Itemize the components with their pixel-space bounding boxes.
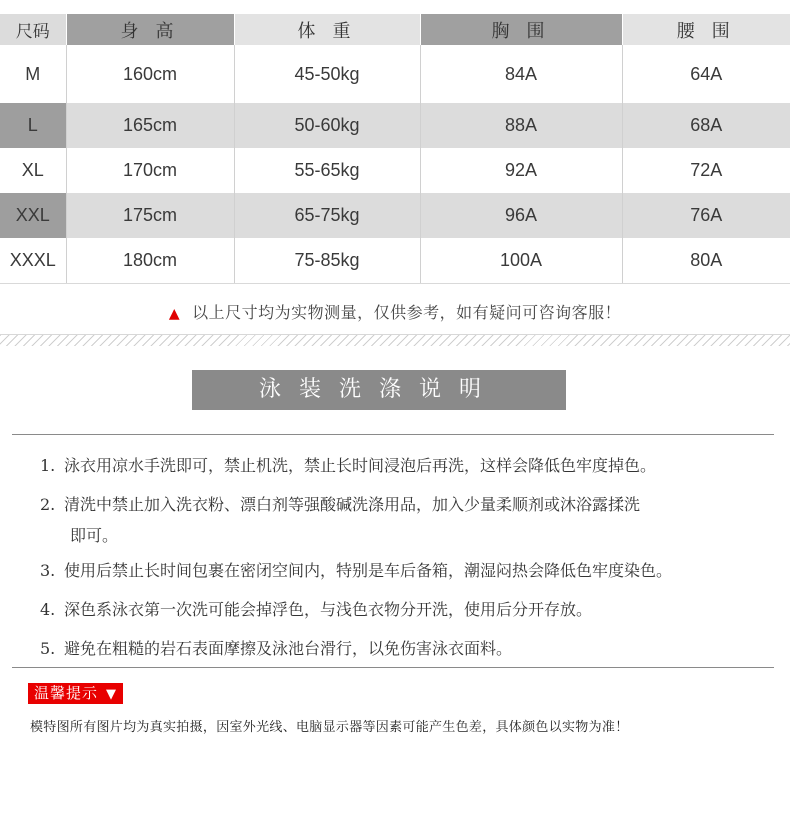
list-item — [40, 633, 770, 664]
cell-bust: 92A — [420, 148, 622, 193]
cell-bust: 100A — [420, 238, 622, 284]
header-waist: 腰 围 — [622, 14, 790, 45]
down-triangle-icon: ▼ — [106, 687, 118, 702]
item-text-continued: 即可。 — [70, 526, 119, 545]
wash-instructions-title: 泳装洗涤说明 — [192, 370, 566, 410]
cell-height: 170cm — [66, 148, 234, 193]
cell-weight: 65-75kg — [234, 193, 420, 238]
item-text: 避免在粗糙的岩石表面摩擦及泳池台滑行，以免伤害泳衣面料。 — [64, 639, 513, 658]
list-item — [40, 594, 770, 625]
tip-text: 模特图所有图片均为真实拍摄，因室外光线、电脑显示器等因素可能产生色差，具体颜色以实物为准！ — [30, 720, 629, 735]
header-weight: 体 重 — [234, 14, 420, 45]
tip-badge — [28, 683, 123, 704]
measurement-note-text: 以上尺寸均为实物测量，仅供参考，如有疑问可咨询客服！ — [192, 303, 622, 322]
item-number: 2. — [40, 495, 56, 514]
list-item — [40, 555, 770, 586]
cell-weight: 55-65kg — [234, 148, 420, 193]
cell-size: XL — [0, 148, 66, 193]
cell-weight: 75-85kg — [234, 238, 420, 284]
size-chart-header-row — [0, 14, 790, 45]
cell-size: XXXL — [0, 238, 66, 284]
item-text: 清洗中禁止加入洗衣粉、漂白剂等强酸碱洗涤用品，加入少量柔顺剂或沐浴露揉洗 — [64, 495, 641, 514]
cell-weight: 50-60kg — [234, 103, 420, 148]
cell-size: M — [0, 45, 66, 103]
header-size: 尺码 — [0, 14, 66, 45]
cell-bust: 96A — [420, 193, 622, 238]
measurement-note — [0, 300, 790, 323]
item-number: 3. — [40, 561, 56, 580]
table-row — [0, 103, 790, 148]
header-bust: 胸 围 — [420, 14, 622, 45]
cell-waist: 76A — [622, 193, 790, 238]
item-number: 4. — [40, 600, 56, 619]
cell-waist: 64A — [690, 63, 723, 84]
item-number: 5. — [40, 639, 56, 658]
cell-size: L — [0, 103, 66, 148]
item-text: 深色系泳衣第一次洗可能会掉浮色，与浅色衣物分开洗，使用后分开存放。 — [64, 600, 593, 619]
cell-waist: 68A — [622, 103, 790, 148]
table-row — [0, 45, 790, 103]
cell-height: 160cm — [66, 45, 234, 103]
wash-instructions-list — [40, 450, 770, 672]
red-triangle-up-icon: ▲ — [168, 306, 181, 322]
list-item — [40, 450, 770, 481]
item-number: 1. — [40, 456, 56, 475]
cell-bust: 84A — [420, 45, 622, 103]
divider-top — [12, 434, 774, 435]
table-row — [0, 238, 790, 284]
cell-height: 165cm — [66, 103, 234, 148]
header-height: 身 高 — [66, 14, 234, 45]
hatched-divider — [0, 334, 790, 346]
divider-bottom — [12, 667, 774, 668]
table-row — [0, 193, 790, 238]
cell-size: XXL — [0, 193, 66, 238]
cell-height: 175cm — [66, 193, 234, 238]
size-chart-table — [0, 14, 790, 284]
cell-waist: 80A — [622, 238, 790, 284]
tip-badge-label: 温馨提示 — [34, 684, 99, 702]
cell-weight: 45-50kg — [234, 45, 420, 103]
cell-bust: 88A — [420, 103, 622, 148]
item-text: 泳衣用凉水手洗即可，禁止机洗，禁止长时间浸泡后再洗，这样会降低色牢度掉色。 — [64, 456, 657, 475]
table-row — [0, 148, 790, 193]
item-text: 使用后禁止长时间包裹在密闭空间内，特别是车后备箱，潮湿闷热会降低色牢度染色。 — [64, 561, 673, 580]
cell-height: 180cm — [66, 238, 234, 284]
cell-waist: 72A — [690, 160, 723, 180]
list-item — [40, 489, 770, 551]
